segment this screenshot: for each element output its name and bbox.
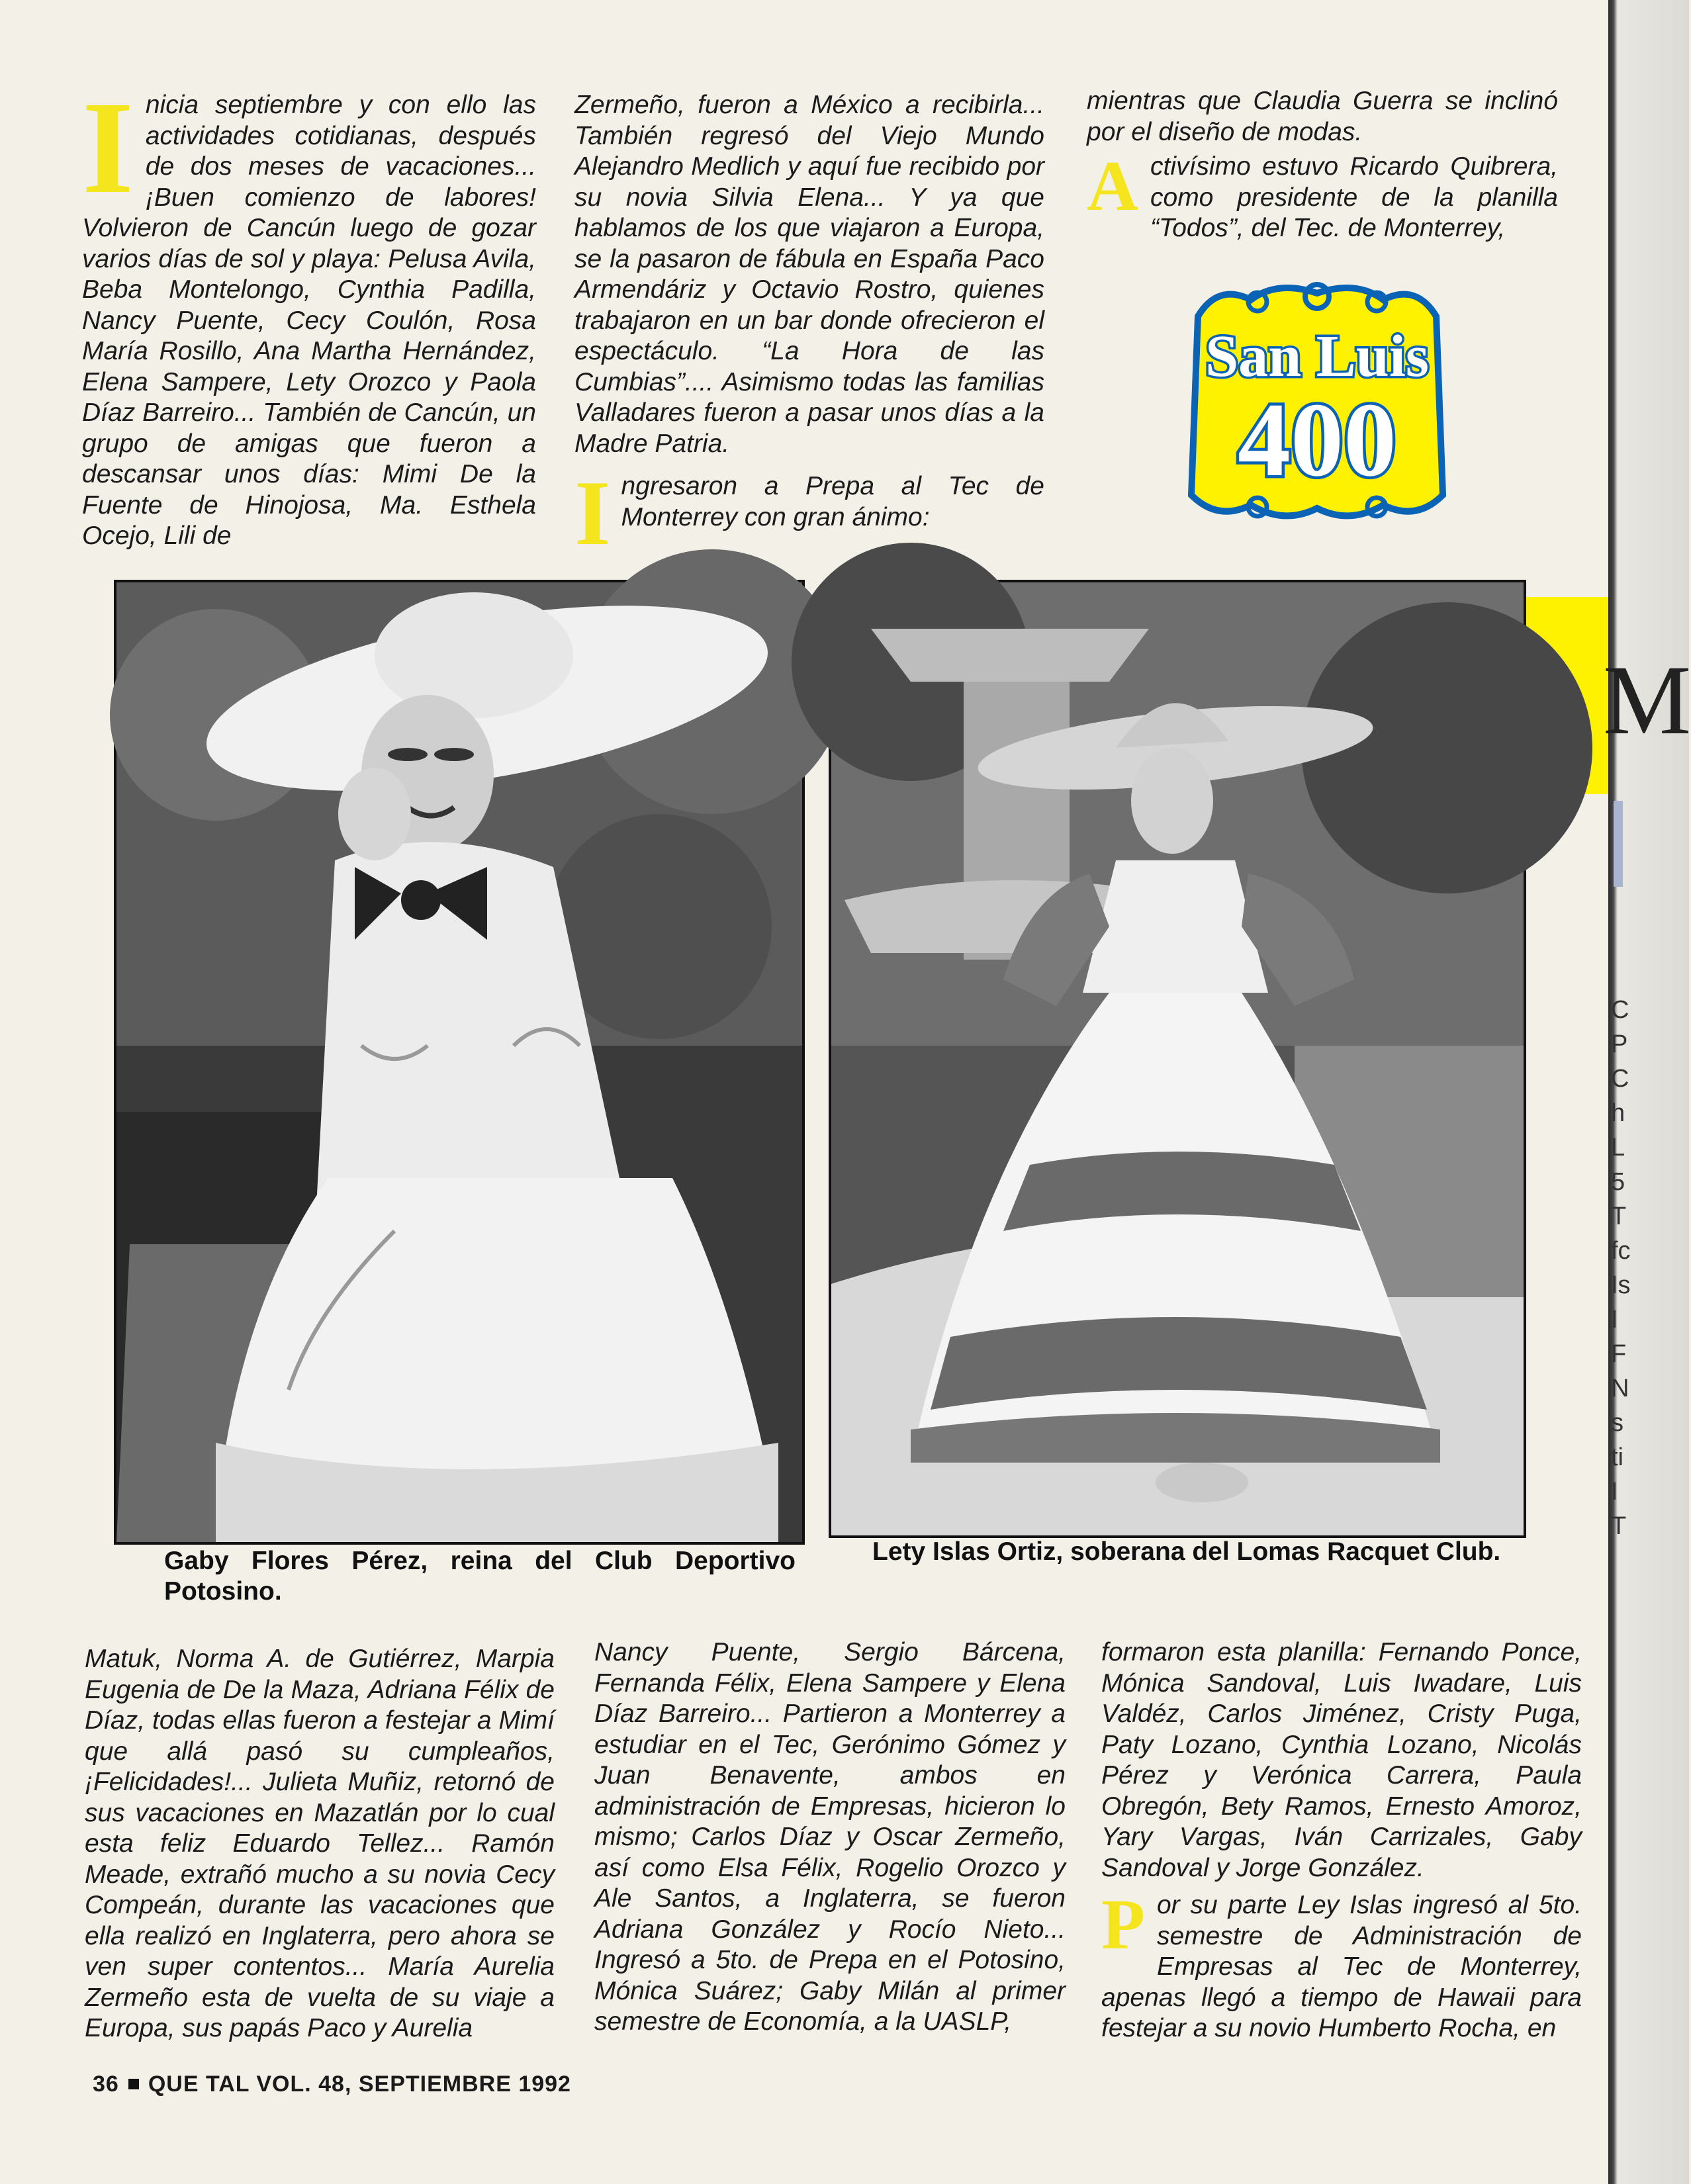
next-page-letter: s [1611,1409,1623,1437]
photo-caption-2: Lety Islas Ortiz, soberana del Lomas Racquet Club. [872,1537,1501,1566]
san-luis-400-logo [1178,277,1456,528]
column-text: Matuk, Norma A. de Gutiérrez, Marpia Eugenia de De la Maza, Adriana Félix de Díaz, todas ellas fueron a festejar a Mimí que allá pasó su cumpleaños, ¡Felicidades!... Julieta Muñiz, retornó de sus vacaciones en Mazatlán por lo cual esta feliz Eduardo Tellez... Ramón Meade, extrañó mucho a su novia Cecy Compeán, durante las vacaciones que ella realizó en Inglaterra, pero ahora se ven super contentos... María Aurelia Zermeño esta de vuelta de su viaje a Europa, sus papás Paco y Aurelia [85,1645,555,2042]
next-page-letter: T [1611,1512,1627,1540]
next-page-letter: N [1611,1375,1629,1402]
photo-lety-islas [829,580,1526,1538]
next-page-letter: I [1611,1478,1618,1506]
article-column-4 [85,1644,555,2044]
adelita-dress-photo [831,582,1524,1535]
next-page-letter: Is [1611,1271,1631,1299]
column-text: ctivísimo estuvo Ricardo Quibrera, como presidente de la planilla “Todos”, del Tec. de Monterrey, [1150,152,1558,242]
drop-cap: I [574,462,611,565]
column-text: nicia septiembre y con ello las actividades cotidianas, después de dos meses de vacaciones... ¡Buen comienzo de labores! Volvieron de Cancún luego de gozar varios días de sol y playa: Pelusa Avila, Beba Montelongo, Cynthia Padilla, Nancy Puente, Cecy Coulón, Rosa María Rosillo, Ana Martha Hernández, Elena Sampere, Lety Orozco y Paola Díaz Barreiro... También de Cancún, un grupo de amigas que fueron a descansar unos días: Mimi De la Fuente de Hinojosa, Ma. Esthela Ocejo, Lili de [82,91,536,550]
page-number: 36 [93,2071,119,2097]
column-text: formaron esta planilla: Fernando Ponce, Mónica Sandoval, Luis Iwadare, Luis Valdéz, Carlos Jiménez, Cristy Puga, Paty Lozano, Cynthia Lozano, Nicolás Pérez y Verónica Carrera, Paula Obregón, Bety Ramos, Ernesto Amoroz, Yary Vargas, Iván Carrizales, Gaby Sandoval y Jorge González. [1101,1638,1582,1882]
next-page-letter: P [1611,1030,1628,1058]
drop-cap: P [1101,1886,1145,1964]
page-folio [93,2071,571,2097]
column-text: ngresaron a Prepa al Tec de Monterrey con gran ánimo: [621,472,1044,531]
column-text: Zermeño, fueron a México a recibirla... También regresó del Viejo Mundo Alejandro Medlich y aquí fue recibido por su novia Silvia Elena... Y ya que hablamos de los que viajaron a Europa, se la pasaron de fábula en España Paco Armendáriz y Octavio Rostro, quienes trabajaron en un bar donde ofrecieron el espectáculo. “La Hora de las Cumbias”.... Asimismo todas las familias Valladares fueron a pasar unos días a la Madre Patria. [574,91,1044,458]
next-page-letter: h [1611,1099,1625,1127]
square-bullet-icon [128,2079,139,2089]
next-page-blue-strip [1614,801,1623,887]
article-column-5 [594,1637,1066,2038]
next-page-letter: C [1611,996,1629,1024]
charro-woman-photo [116,582,802,1542]
drop-cap: A [1087,147,1138,226]
photo-gaby-flores [114,580,805,1545]
article-column-6 [1101,1637,1582,2044]
column-text: or su parte Ley Islas ingresó al 5to. semestre de Administración de Empresas al Tec de Monterrey, apenas llegó a tiempo de Hawaii para festejar a su novio Humberto Rocha, en [1101,1891,1582,2042]
logo-line-2: 400 [1238,381,1396,498]
article-column-3 [1087,86,1558,244]
next-page-tab-letter: M [1603,645,1691,755]
next-page-letter: T [1611,1203,1627,1230]
next-page-text-fragment [1611,993,1637,1543]
next-page-letter: I [1611,1306,1618,1334]
next-page-letter: ti [1611,1443,1623,1471]
column-text: mientras que Claudia Guerra se inclinó por el diseño de modas. [1087,87,1558,146]
next-page-letter: L [1611,1134,1625,1161]
logo-line-1: San Luis [1205,324,1429,389]
next-page-letter: C [1611,1065,1629,1093]
next-page-letter: F [1611,1340,1627,1368]
article-column-2 [574,90,1044,565]
next-page-letter: 5 [1611,1168,1625,1196]
next-page-letter: fc [1611,1237,1631,1265]
photo-caption-1: Gaby Flores Pérez, reina del Club Deportivo Potosino. [164,1547,796,1606]
drop-cap: I [82,75,134,221]
article-column-1 [82,75,536,552]
column-text: Nancy Puente, Sergio Bárcena, Fernanda Félix, Elena Sampere y Elena Díaz Barreiro... Partieron a Monterrey a estudiar en el Tec, Gerónimo Gómez y Juan Benavente, ambos en administración de Empresas, hicieron lo mismo; Carlos Díaz y Oscar Zermeño, así como Elsa Félix, Rogelio Orozco y Ale Santos, a Inglaterra, se fueron Adriana González y Rocío Nieto... Ingresó a 5to. de Prepa en el Potosino, Mónica Suárez; Gaby Milán al primer semestre de Economía, a la UASLP, [594,1638,1066,2036]
magazine-issue: QUE TAL VOL. 48, SEPTIEMBRE 1992 [148,2071,571,2097]
